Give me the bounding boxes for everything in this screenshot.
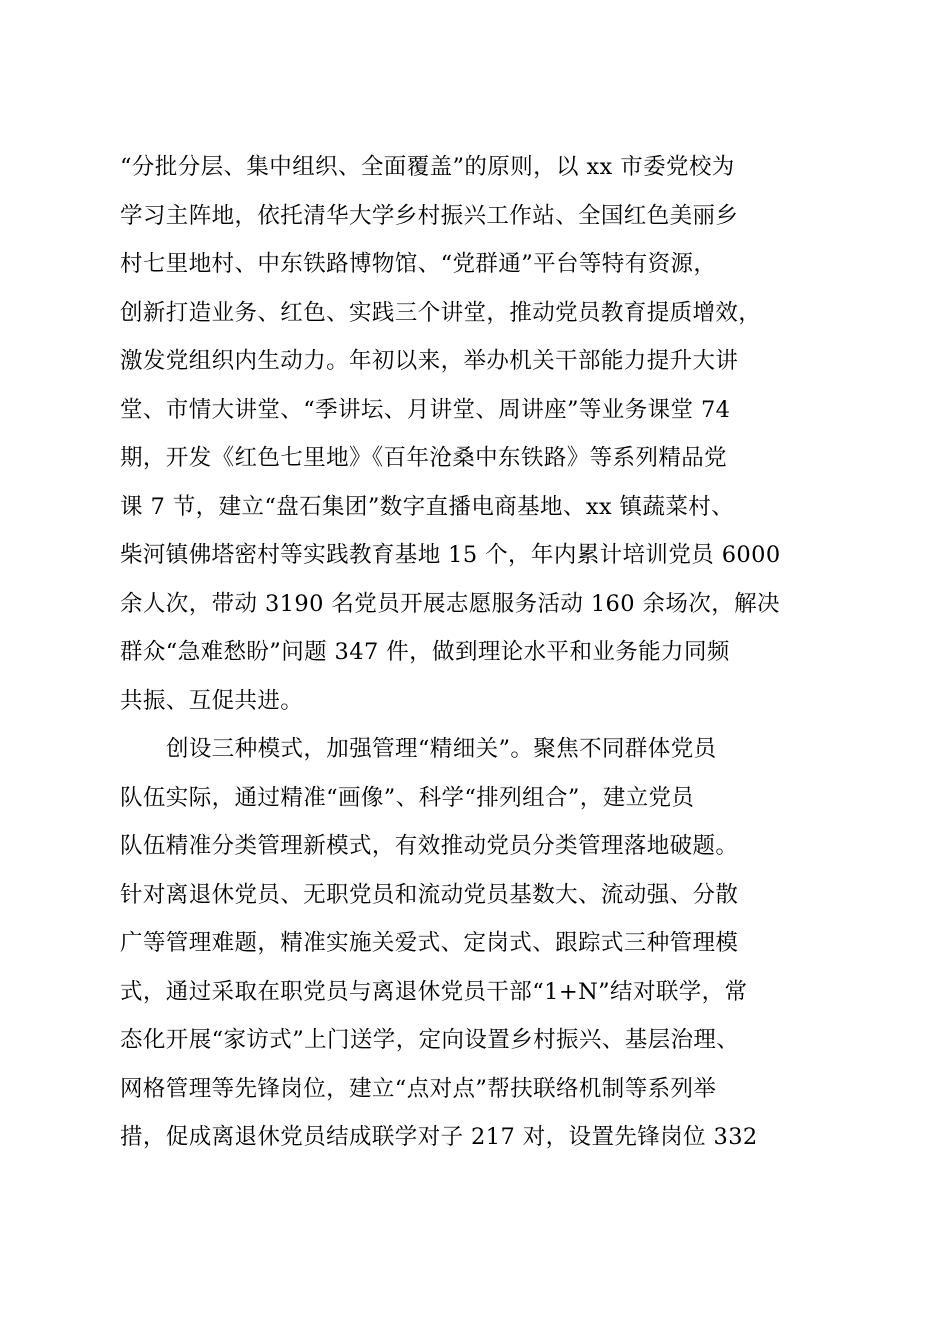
text-line: 共振、互促共进。 <box>120 687 304 714</box>
paragraph-heading-line: 创设三种模式，加强管理“精细关”。聚焦不同群体党员 <box>166 736 717 762</box>
text-line: 广等管理难题，精准实施关爱式、定岗式、跟踪式三种管理模 <box>120 930 739 956</box>
text-line: 队伍实际，通过精准“画像”、科学“排列组合”，建立党员 <box>120 784 695 811</box>
text-line: 期，开发《红色七里地》《百年沧桑中东铁路》等系列精品党 <box>120 445 728 471</box>
text-line: 余人次，带动 3190 名党员开展志愿服务活动 160 余场次，解决 <box>120 590 780 617</box>
text-line: 群众“急难愁盼”问题 347 件，做到理论水平和业务能力同频 <box>120 639 730 665</box>
body-text <box>120 143 860 1162</box>
text-line: “分批分层、集中组织、全面覆盖”的原则，以 xx 市委党校为 <box>120 154 735 180</box>
text-line: 针对离退休党员、无职党员和流动党员基数大、流动强、分散 <box>120 881 739 908</box>
text-line: 创新打造业务、红色、实践三个讲堂，推动党员教育提质增效， <box>120 299 762 326</box>
text-line: 态化开展“家访式”上门送学，定向设置乡村振兴、基层治理、 <box>120 1027 740 1053</box>
text-line: 学习主阵地，依托清华大学乡村振兴工作站、全国红色美丽乡 <box>120 202 739 229</box>
text-line: 激发党组织内生动力。年初以来，举办机关干部能力提升大讲 <box>120 348 739 374</box>
text-line: 措，促成离退休党员结成联学对子 217 对，设置先锋岗位 332 <box>120 1124 758 1150</box>
text-line: 课 7 节，建立“盘石集团”数字直播电商基地、xx 镇蔬菜村、 <box>120 493 735 520</box>
text-line: 网格管理等先锋岗位，建立“点对点”帮扶联络机制等系列举 <box>120 1075 717 1102</box>
text-line: 队伍精准分类管理新模式，有效推动党员分类管理落地破题。 <box>120 833 739 859</box>
text-line: 堂、市情大讲堂、“季讲坛、月讲堂、周讲座”等业务课堂 74 <box>120 396 731 423</box>
text-line: 柴河镇佛塔密村等实践教育基地 15 个，年内累计培训党员 6000 <box>120 542 781 568</box>
text-line: 村七里地村、中东铁路博物馆、“党群通”平台等特有资源， <box>120 251 717 277</box>
text-line: 式，通过采取在职党员与离退休党员干部“1+N”结对联学，常 <box>120 978 748 1005</box>
